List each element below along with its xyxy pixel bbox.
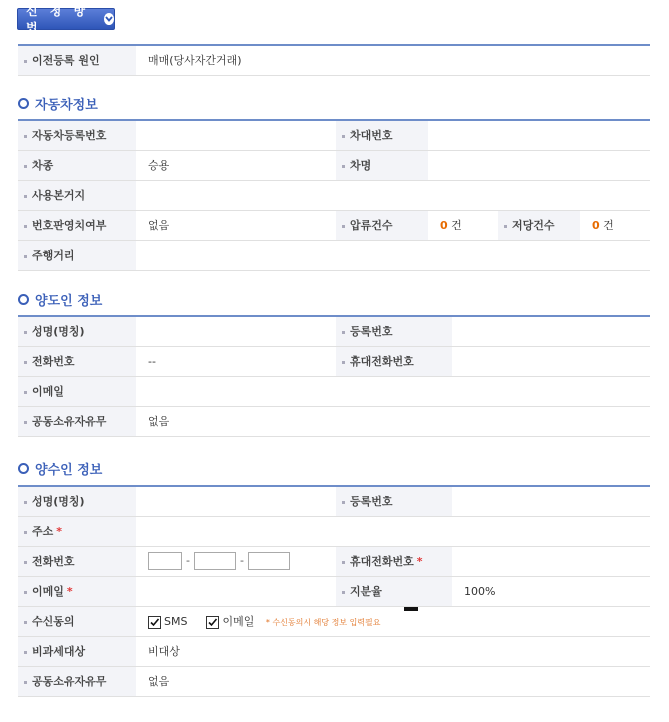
seizure-count-cell (428, 210, 498, 240)
buyer-regno-label: 등록번호 (336, 486, 452, 516)
table-row (18, 210, 650, 240)
tax-exempt-value: 비대상 (136, 636, 650, 666)
table-row (18, 180, 650, 210)
chevron-down-icon (104, 13, 114, 25)
phone-part1-input[interactable] (148, 552, 182, 570)
vehicle-type-value: 승용 (136, 150, 336, 180)
required-mark: * (416, 555, 423, 568)
table-row (18, 666, 650, 696)
vehicle-table (18, 119, 650, 271)
buyer-name-label: 성명(명칭) (18, 486, 136, 516)
share-ratio-value: 100% (452, 576, 650, 606)
table-row (18, 45, 650, 75)
share-ratio-label: 지분율 (336, 576, 452, 606)
buyer-phone-label: 전화번호 (18, 546, 136, 576)
seizure-unit: 건 (451, 219, 462, 232)
buyer-joint-owner-label: 공동소유자유무 (18, 666, 136, 696)
buyer-address-label: 주소 * (18, 516, 136, 546)
seller-mobile-value (452, 346, 650, 376)
method-button-label: 신 청 방 법 (26, 4, 90, 35)
method-button[interactable] (17, 4, 115, 35)
check-icon (149, 617, 160, 628)
table-row (18, 316, 650, 346)
plate-seized-label: 번호판영치여부 (18, 210, 136, 240)
sms-checkbox[interactable] (148, 616, 161, 629)
base-location-label: 사용본거지 (18, 180, 136, 210)
table-row (18, 120, 650, 150)
vehicle-type-label: 차종 (18, 150, 136, 180)
buyer-name-value (136, 486, 336, 516)
required-mark: * (66, 585, 73, 598)
seller-email-label: 이메일 (18, 376, 136, 406)
mortgage-count-label: 저당건수 (498, 210, 580, 240)
buyer-address-value (136, 516, 650, 546)
table-row (18, 486, 650, 516)
seller-joint-owner-value: 없음 (136, 406, 650, 436)
vehicle-section-title: 자동차정보 (18, 94, 98, 113)
seller-regno-label: 등록번호 (336, 316, 452, 346)
vehicle-name-value (428, 150, 650, 180)
buyer-joint-owner-value: 없음 (136, 666, 650, 696)
seller-name-value (136, 316, 336, 346)
phone-separator: - (186, 554, 190, 567)
seller-name-label: 성명(명칭) (18, 316, 136, 346)
phone-part3-input[interactable] (248, 552, 290, 570)
base-location-value (136, 180, 650, 210)
table-row (18, 346, 650, 376)
buyer-mobile-label: 휴대전화번호 * (336, 546, 452, 576)
circle-bullet-icon (18, 463, 29, 474)
table-row (18, 150, 650, 180)
mileage-value (136, 240, 650, 270)
table-row (18, 406, 650, 436)
chassis-no-label: 차대번호 (336, 120, 428, 150)
seller-email-value (136, 376, 650, 406)
table-row (18, 636, 650, 666)
seller-phone-label: 전화번호 (18, 346, 136, 376)
seller-phone-value: -- (136, 346, 336, 376)
required-mark: * (56, 525, 63, 538)
consent-note: * 수신동의시 해당 정보 입력필요 (265, 618, 381, 627)
seller-mobile-label: 휴대전화번호 (336, 346, 452, 376)
vehicle-name-label: 차명 (336, 150, 428, 180)
circle-bullet-icon (18, 98, 29, 109)
mortgage-unit: 건 (603, 219, 614, 232)
seller-joint-owner-label: 공동소유자유무 (18, 406, 136, 436)
transfer-cause-label: 이전등록 원인 (18, 45, 136, 75)
sms-label: SMS (164, 615, 188, 628)
mortgage-count-cell (580, 210, 650, 240)
email-option-label: 이메일 (222, 615, 255, 628)
email-checkbox[interactable] (206, 616, 219, 629)
vehicle-reg-no-value (136, 120, 336, 150)
buyer-email-value (136, 576, 336, 606)
table-row (18, 516, 650, 546)
seizure-count-label: 압류건수 (336, 210, 428, 240)
consent-options (136, 606, 650, 636)
table-row (18, 606, 650, 636)
circle-bullet-icon (18, 294, 29, 305)
transfer-table (18, 44, 650, 76)
table-row (18, 240, 650, 270)
seller-regno-value (452, 316, 650, 346)
plate-seized-value: 없음 (136, 210, 336, 240)
check-icon (207, 617, 218, 628)
buyer-section-title: 양수인 정보 (18, 459, 102, 478)
vehicle-reg-no-label: 자동차등록번호 (18, 120, 136, 150)
table-row (18, 376, 650, 406)
mortgage-count: 0 (592, 219, 600, 232)
transfer-cause-value: 매매(당사자간거래) (136, 45, 650, 75)
table-row (18, 546, 650, 576)
buyer-table (18, 485, 650, 697)
tax-exempt-label: 비과세대상 (18, 636, 136, 666)
mileage-label: 주행거리 (18, 240, 136, 270)
consent-label: 수신동의 (18, 606, 136, 636)
black-bar (404, 607, 418, 611)
buyer-phone-inputs (136, 546, 336, 576)
buyer-mobile-value (452, 546, 650, 576)
buyer-email-label: 이메일 * (18, 576, 136, 606)
buyer-regno-value (452, 486, 650, 516)
seizure-count: 0 (440, 219, 448, 232)
table-row (18, 576, 650, 606)
phone-separator: - (239, 554, 244, 567)
seller-table (18, 315, 650, 437)
seller-section-title: 양도인 정보 (18, 290, 102, 309)
chassis-no-value (428, 120, 650, 150)
phone-part2-input[interactable] (194, 552, 236, 570)
